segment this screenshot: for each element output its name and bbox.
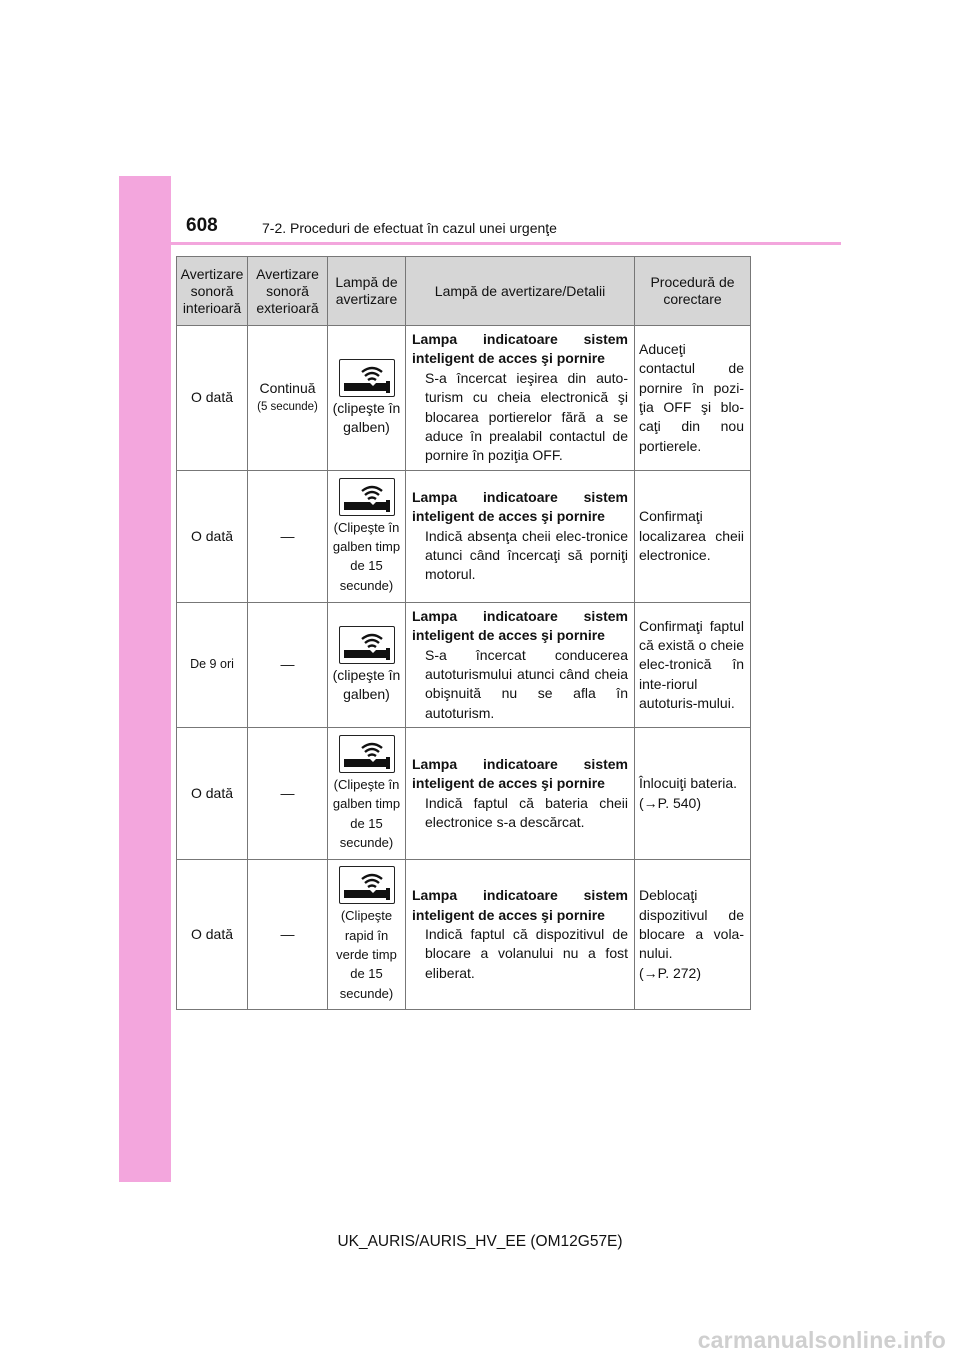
procedure-cell bbox=[635, 860, 751, 1010]
procedure-page-ref: (→P. 540) bbox=[639, 794, 701, 811]
detail-title: Lampa indicatoare sistem inteligent de acces şi pornire bbox=[412, 887, 628, 923]
interior-buzzer: De 9 ori bbox=[177, 602, 248, 727]
table-row bbox=[177, 728, 751, 860]
exterior-buzzer-note: (5 secunde) bbox=[257, 400, 318, 413]
lamp-status: (clipeşte în galben) bbox=[332, 399, 401, 435]
lamp-status: (Clipeşte în galben timp de 15 secunde) bbox=[332, 519, 401, 593]
procedure-page-ref: (→P. 272) bbox=[639, 964, 701, 981]
procedure-cell bbox=[635, 728, 751, 860]
procedure-text: Confirmaţi faptul că există o cheie elec-tronică în inte-riorul autoturis-mului. bbox=[639, 617, 744, 712]
detail-cell bbox=[406, 728, 635, 860]
warning-lamp-cell bbox=[328, 860, 406, 1010]
col-header-exterior-buzzer: Avertizare sonoră exterioară bbox=[248, 257, 328, 326]
detail-body: Indică faptul că bateria cheii electronice s-a descărcat. bbox=[425, 794, 628, 831]
detail-cell bbox=[406, 326, 635, 471]
detail-title: Lampa indicatoare sistem inteligent de acces şi pornire bbox=[412, 755, 628, 792]
exterior-buzzer: — bbox=[248, 602, 328, 727]
detail-title: Lampa indicatoare sistem inteligent de acces şi pornire bbox=[412, 331, 628, 367]
procedure-cell bbox=[635, 470, 751, 602]
procedure-cell bbox=[635, 326, 751, 471]
smart-key-warning-icon bbox=[339, 478, 395, 516]
col-header-interior-buzzer: Avertizare sonoră interioară bbox=[177, 257, 248, 326]
col-header-details: Lampă de avertizare/Detalii bbox=[406, 257, 635, 326]
exterior-buzzer: — bbox=[248, 728, 328, 860]
col-header-warning-lamp: Lampă de avertizare bbox=[328, 257, 406, 326]
exterior-buzzer-cell bbox=[248, 326, 328, 471]
watermark: carmanualsonline.info bbox=[697, 1327, 946, 1353]
exterior-buzzer: — bbox=[248, 860, 328, 1010]
detail-body: S-a încercat ieşirea din auto-turism cu cheia electronică şi blocarea portierelor fără a se aduce în prealabil contactul de pornire în poziţia OFF. bbox=[425, 369, 628, 464]
detail-body: S-a încercat conducerea autoturismului atunci când cheia obişnuită nu se afla în autoturism. bbox=[425, 646, 628, 721]
smart-key-warning-icon bbox=[339, 866, 395, 904]
table-row bbox=[177, 602, 751, 727]
detail-body: Indică faptul că dispozitivul de blocare a volanului nu a fost eliberat. bbox=[425, 926, 628, 981]
detail-cell bbox=[406, 470, 635, 602]
exterior-buzzer: Continuă bbox=[259, 379, 316, 396]
detail-title: Lampa indicatoare sistem inteligent de acces şi pornire bbox=[412, 488, 628, 525]
side-color-bar bbox=[119, 176, 171, 1182]
warning-table bbox=[176, 256, 751, 1010]
detail-body: Indică absenţa cheii elec-tronice atunci când încercaţi să porniţi motorul. bbox=[425, 527, 628, 583]
footer-model-code: UK_AURIS/AURIS_HV_EE (OM12G57E) bbox=[337, 1233, 623, 1250]
warning-lamp-cell bbox=[328, 728, 406, 860]
warning-lamp-cell bbox=[328, 326, 406, 471]
smart-key-warning-icon bbox=[339, 735, 395, 773]
table-header-row bbox=[177, 257, 751, 326]
procedure-text: Deblocaţi dispozitivul de blocare a vola-nului. bbox=[639, 887, 744, 962]
detail-cell bbox=[406, 860, 635, 1010]
interior-buzzer: O dată bbox=[177, 728, 248, 860]
interior-buzzer: O dată bbox=[177, 860, 248, 1010]
warning-lamp-cell bbox=[328, 470, 406, 602]
procedure-text: Înlocuiţi bateria. bbox=[639, 775, 738, 792]
table-row bbox=[177, 470, 751, 602]
header-rule bbox=[171, 242, 841, 245]
page-number: 608 bbox=[186, 215, 218, 236]
procedure-text: Confirmaţi localizarea cheii electronice. bbox=[639, 508, 744, 564]
procedure-cell bbox=[635, 602, 751, 727]
detail-title: Lampa indicatoare sistem inteligent de acces şi pornire bbox=[412, 607, 628, 644]
exterior-buzzer: — bbox=[248, 470, 328, 602]
interior-buzzer: O dată bbox=[177, 470, 248, 602]
section-title: 7-2. Proceduri de efectuat în cazul unei urgenţe bbox=[262, 220, 557, 236]
lamp-status: (Clipeşte rapid în verde timp de 15 secunde) bbox=[336, 908, 397, 1001]
lamp-status: (Clipeşte în galben timp de 15 secunde) bbox=[332, 776, 401, 851]
warning-lamp-cell bbox=[328, 602, 406, 727]
smart-key-warning-icon bbox=[339, 359, 395, 397]
col-header-procedure: Procedură de corectare bbox=[635, 257, 751, 326]
detail-cell bbox=[406, 602, 635, 727]
table-row bbox=[177, 326, 751, 471]
lamp-status: (clipeşte în galben) bbox=[332, 666, 401, 703]
procedure-text: Aduceţi contactul de pornire în pozi-ţia OFF şi blo-caţi din nou portierele. bbox=[639, 340, 744, 454]
interior-buzzer: O dată bbox=[177, 326, 248, 471]
table-row bbox=[177, 860, 751, 1010]
smart-key-warning-icon bbox=[339, 626, 395, 664]
